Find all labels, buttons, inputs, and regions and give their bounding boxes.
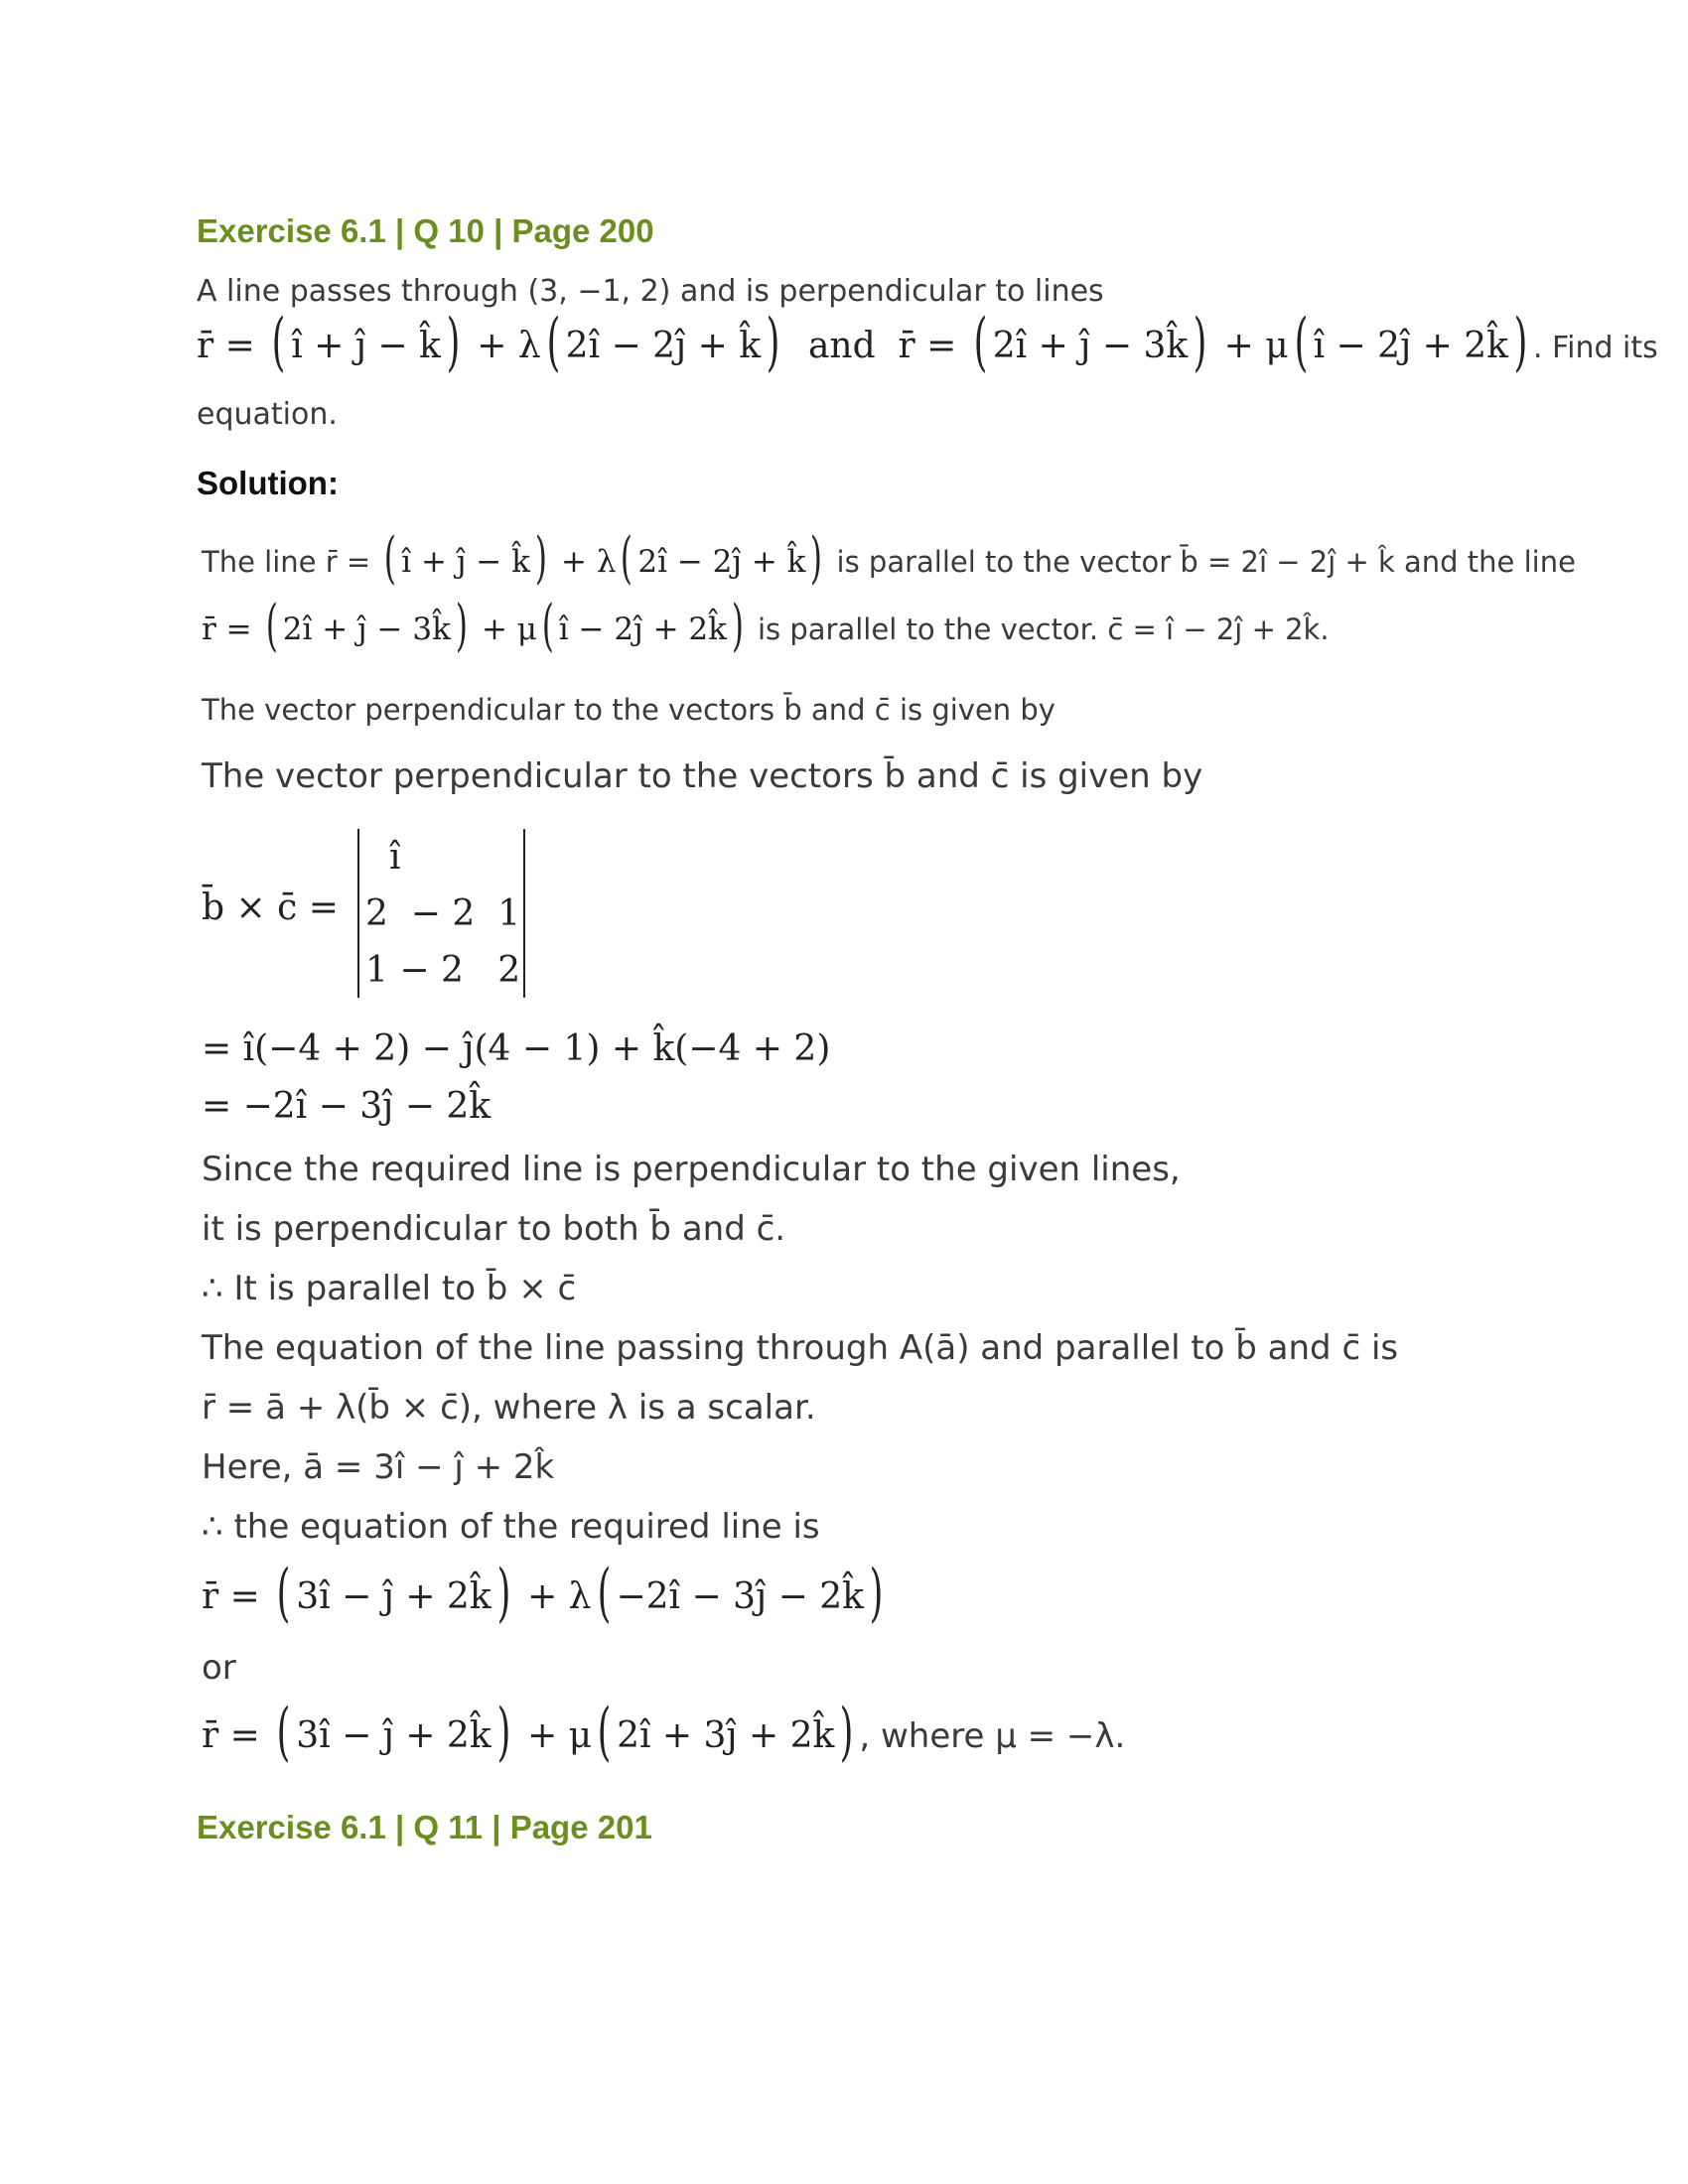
question-text-end: equation. bbox=[197, 397, 338, 432]
here-a-vector: Here, ā = 3î − ĵ + 2k̂ bbox=[202, 1447, 555, 1487]
final-r: r̄ = bbox=[202, 1576, 260, 1617]
sol-math: 2î − 2ĵ + k̂ bbox=[637, 544, 806, 580]
therefore-equation: ∴ the equation of the required line is bbox=[202, 1507, 820, 1547]
final-math: + μ bbox=[527, 1715, 593, 1756]
since-line-2: it is perpendicular to both b̄ and c̄. bbox=[202, 1209, 786, 1249]
final-math: −2î − 3ĵ − 2k̂ bbox=[616, 1576, 864, 1617]
eq-part2: 2î − 2ĵ + k̂ bbox=[565, 326, 762, 366]
sol-math: î − 2ĵ + 2k̂ bbox=[558, 612, 727, 647]
eq-part3: 2î + ĵ − 3k̂ bbox=[992, 326, 1189, 366]
determinant-lhs: b̄ × c̄ = bbox=[202, 887, 339, 928]
final-tail: , where μ = −λ. bbox=[859, 1716, 1126, 1756]
eq-part4: î − 2ĵ + 2k̂ bbox=[1313, 326, 1508, 366]
solution-heading: Solution: bbox=[197, 465, 339, 501]
sol-math: î + ĵ − k̂ bbox=[401, 544, 530, 580]
eq-plus-mu: + μ bbox=[1223, 326, 1289, 366]
eq-and: and bbox=[807, 326, 876, 366]
det-cell-i: î bbox=[389, 837, 401, 878]
eq-part1: î + ĵ − k̂ bbox=[291, 326, 441, 366]
det-row-3: 1 − 2 2 bbox=[365, 950, 521, 991]
eq-plus-lambda: + λ bbox=[477, 326, 541, 366]
eq-tail: . Find its bbox=[1532, 331, 1658, 365]
final-math: 3î − ĵ + 2k̂ bbox=[296, 1715, 492, 1756]
sol-text: The line r̄ = bbox=[202, 545, 371, 579]
final-math: + λ bbox=[527, 1576, 592, 1617]
perpendicular-text-small: The vector perpendicular to the vectors b̄ and c̄ is given by bbox=[202, 693, 1055, 727]
expansion-line-1: = î(−4 + 2) − ĵ(4 − 1) + k̂(−4 + 2) bbox=[202, 1028, 831, 1069]
sol-math: + λ bbox=[561, 544, 617, 580]
or-text: or bbox=[202, 1648, 236, 1688]
question-equation: r̄ = ( î + ĵ − k̂) + λ( 2î − 2ĵ + k̂) and r̄ = ( 2î + ĵ − 3k̂) + μ( î − 2ĵ + 2k̂) . Find its bbox=[197, 306, 1658, 379]
perpendicular-text-large: The vector perpendicular to the vectors b̄ and c̄ is given by bbox=[202, 756, 1203, 796]
final-r: r̄ = bbox=[202, 1715, 260, 1756]
exercise-heading-q10[interactable]: Exercise 6.1 | Q 10 | Page 200 bbox=[197, 212, 654, 249]
sol-text: is parallel to the vector b̄ = 2î − 2ĵ + k̂ and the line bbox=[827, 545, 1576, 579]
final-equation-2: r̄ = ( 3î − ĵ + 2k̂) + μ( 2î + 3ĵ + 2k̂) , where μ = −λ. bbox=[202, 1696, 1126, 1769]
sol-math: + μ bbox=[481, 612, 537, 647]
final-math: 3î − ĵ + 2k̂ bbox=[296, 1576, 492, 1617]
sol-math: 2î + ĵ − 3k̂ bbox=[282, 612, 451, 647]
solution-line-1: The line r̄ = ( î + ĵ − k̂) + λ( 2î − 2ĵ + k̂) is parallel to the vector b̄ = 2î − 2ĵ + k̂ and the line bbox=[202, 526, 1576, 591]
final-equation-1: r̄ = ( 3î − ĵ + 2k̂) + λ( −2î − 3ĵ − 2k̂) bbox=[202, 1557, 884, 1630]
exercise-heading-q11[interactable]: Exercise 6.1 | Q 11 | Page 201 bbox=[197, 1809, 652, 1845]
therefore-parallel: ∴ It is parallel to b̄ × c̄ bbox=[202, 1269, 577, 1308]
sol-text: is parallel to the vector. c̄ = î − 2ĵ + 2k̂. bbox=[748, 613, 1330, 646]
eq-r: r̄ = bbox=[197, 326, 255, 366]
since-line-1: Since the required line is perpendicular to the given lines, bbox=[202, 1150, 1181, 1189]
solution-line-2: r̄ = ( 2î + ĵ − 3k̂) + μ( î − 2ĵ + 2k̂) is parallel to the vector. c̄ = î − 2ĵ + 2k̂. bbox=[202, 594, 1330, 658]
equation-line-intro: The equation of the line passing through A(ā) and parallel to b̄ and c̄ is bbox=[202, 1328, 1399, 1368]
equation-line-form: r̄ = ā + λ(b̄ × c̄), where λ is a scalar. bbox=[202, 1388, 816, 1428]
sol-math: r̄ = bbox=[202, 612, 252, 647]
question-text: A line passes through (3, −1, 2) and is perpendicular to lines bbox=[197, 274, 1104, 309]
det-row-2: 2 − 2 1 bbox=[365, 893, 521, 934]
eq-r2: r̄ = bbox=[898, 326, 957, 366]
final-math: 2î + 3ĵ + 2k̂ bbox=[617, 1715, 835, 1756]
expansion-line-2: = −2î − 3ĵ − 2k̂ bbox=[202, 1086, 492, 1127]
determinant-matrix bbox=[357, 829, 525, 998]
